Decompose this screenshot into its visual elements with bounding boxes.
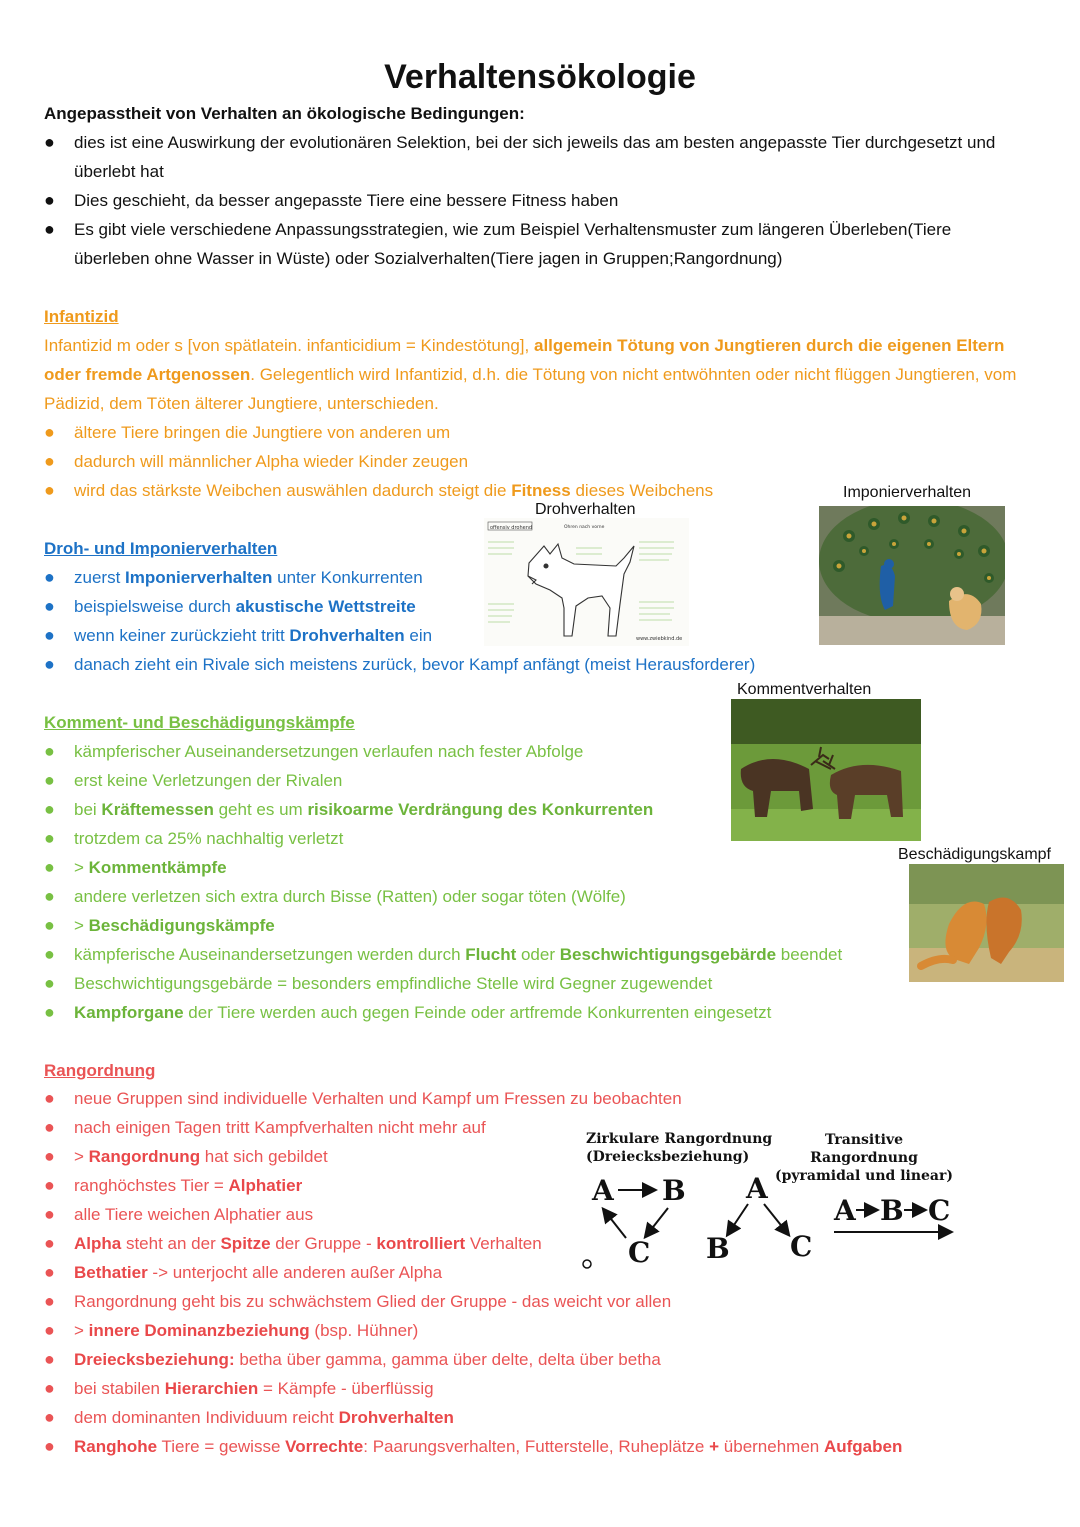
list-item: ● > Beschädigungskämpfe [44, 915, 275, 935]
zirk-node-b: B [662, 1174, 686, 1207]
transitiv-title: Transitive Rangordnung (pyramidal und linear) [775, 1132, 953, 1184]
zirk-node-a: A [592, 1174, 614, 1207]
list-item: ● beispielsweise durch akustische Wettstreite [44, 596, 416, 616]
infantizid-paragraph: Infantizid m oder s [von spätlatein. infanticidium = Kindestötung], allgemein Tötung von Jungtieren durch die eigenen Eltern oder fremde Artgenossen. Gelegentlich wird Infantizid, d.h. die Tötung von nicht entwöhnten oder nicht flüggen Jungtieren, vom Pädizid, dem Töten älterer Jungtiere, unterschieden. [44, 336, 1017, 413]
list-item: ● kämpferische Auseinandersetzungen werden durch Flucht oder Beschwichtigungsgebärde beendet [44, 944, 843, 964]
list-item: ● Alpha steht an der Spitze der Gruppe - kontrolliert Verhalten [44, 1233, 542, 1253]
list-item: ● danach zieht ein Rivale sich meistens zurück, bevor Kampf anfängt (meist Herausforderer) [44, 654, 756, 674]
list-item: ● kämpferischer Auseinandersetzungen verlaufen nach fester Abfolge [44, 741, 584, 761]
intro-list [44, 128, 1024, 273]
droh-list [44, 563, 824, 679]
subtitle: Angepasstheit von Verhalten an ökologische Bedingungen: [44, 104, 525, 123]
list-item: ● neue Gruppen sind individuelle Verhalten und Kampf um Fressen zu beobachten [44, 1088, 682, 1108]
lin-node-b: B [880, 1194, 904, 1227]
beschaedigungskampf-caption: Beschädigungskampf [898, 846, 1051, 863]
list-item: ● Beschwichtigungsgebärde = besonders empfindliche Stelle wird Gegner zugewendet [44, 973, 713, 993]
lin-node-c: C [928, 1194, 951, 1227]
pyr-node-a: A [746, 1172, 768, 1205]
droh-heading: Droh- und Imponierverhalten [44, 539, 278, 558]
list-item: ● > Kommentkämpfe [44, 857, 227, 877]
list-item: ● wird das stärkste Weibchen auswählen dadurch steigt die Fitness dieses Weibchens [44, 480, 714, 500]
infantizid-list [44, 418, 804, 505]
list-item: ● > innere Dominanzbeziehung (bsp. Hühner) [44, 1320, 419, 1340]
arrow-a-b-pyr [728, 1204, 748, 1234]
rangordnung-diagram [582, 1170, 962, 1270]
drohverhalten-caption: Drohverhalten [535, 501, 636, 518]
list-item: ● Rangordnung geht bis zu schwächstem Glied der Gruppe - das weicht vor allen [44, 1291, 672, 1311]
list-item: ● erst keine Verletzungen der Rivalen [44, 770, 343, 790]
list-item: ● Kampforgane der Tiere werden auch gegen Feinde oder artfremde Konkurrenten eingesetzt [44, 1002, 772, 1022]
peacock-photo [819, 506, 1005, 645]
list-item: ● Bethatier -> unterjocht alle anderen außer Alpha [44, 1262, 443, 1282]
imponierverhalten-caption: Imponierverhalten [843, 484, 972, 501]
rang-heading: Rangordnung [44, 1061, 156, 1080]
list-item: ● Dreiecksbeziehung: betha über gamma, gamma über delte, delta über betha [44, 1349, 661, 1369]
list-item: ● andere verletzen sich extra durch Bisse (Ratten) oder sogar töten (Wölfe) [44, 886, 626, 906]
small-marker-icon [583, 1260, 591, 1268]
zirk-node-c: C [628, 1236, 651, 1269]
zirkular-title: Zirkulare Rangordnung (Dreiecksbeziehung) [586, 1131, 773, 1165]
infantizid-heading: Infantizid [44, 307, 119, 326]
dog-label-offensive: offensiv drohend [490, 525, 533, 531]
list-item: ● ranghöchstes Tier = Alphatier [44, 1175, 303, 1195]
dog-label-ears: Ohren nach vorne [564, 525, 605, 530]
page-title: Verhaltensökologie [384, 58, 696, 96]
list-item: ● bei Kräftemessen geht es um risikoarme Verdrängung des Konkurrenten [44, 799, 654, 819]
kommentverhalten-caption: Kommentverhalten [737, 681, 872, 698]
list-item: ● nach einigen Tagen tritt Kampfverhalten nicht mehr auf [44, 1117, 486, 1137]
list-item: ● zuerst Imponierverhalten unter Konkurrenten [44, 567, 423, 587]
komment-list [44, 737, 904, 1027]
fox-fight-photo [909, 864, 1064, 982]
list-item: ● ältere Tiere bringen die Jungtiere von anderen um [44, 422, 451, 442]
list-item: ● Ranghohe Tiere = gewisse Vorrechte: Paarungsverhalten, Futterstelle, Ruheplätze + übernehmen Aufgaben [44, 1436, 903, 1456]
list-item: ● dadurch will männlicher Alpha wieder Kinder zeugen [44, 451, 469, 471]
lin-node-a: A [834, 1194, 856, 1227]
arrow-b-c [646, 1208, 668, 1236]
list-item: ● alle Tiere weichen Alphatier aus [44, 1204, 314, 1224]
pyr-node-b: B [706, 1232, 730, 1265]
pyr-node-c: C [790, 1230, 813, 1263]
list-item: ● trotzdem ca 25% nachhaltig verletzt [44, 828, 344, 848]
list-item: ● Es gibt viele verschiedene Anpassungsstrategien, wie zum Beispiel Verhaltensmuster zum längeren Überleben(Tiere überleben ohne Wasser in Wüste) oder Sozialverhalten(Tiere jagen in Gruppen;Rangordnung) [44, 219, 952, 268]
list-item: ● dies ist eine Auswirkung der evolutionären Selektion, bei der sich jeweils das am besten angepasste Tier durchgesetzt und überlebt hat [44, 132, 996, 181]
arrow-a-c-pyr [764, 1204, 788, 1234]
komment-heading: Komment- und Beschädigungskämpfe [44, 713, 355, 732]
list-item: ● > Rangordnung hat sich gebildet [44, 1146, 328, 1166]
list-item: ● bei stabilen Hierarchien = Kämpfe - überflüssig [44, 1378, 434, 1398]
list-item: ● Dies geschieht, da besser angepasste Tiere eine bessere Fitness haben [44, 190, 619, 210]
dog-site-label: www.zwiebkind.de [636, 636, 683, 642]
arrow-c-a [604, 1210, 626, 1238]
list-item: ● wenn keiner zurückzieht tritt Drohverhalten ein [44, 625, 433, 645]
list-item: ● dem dominanten Individuum reicht Drohverhalten [44, 1407, 454, 1427]
dog-threat-illustration [484, 518, 689, 646]
